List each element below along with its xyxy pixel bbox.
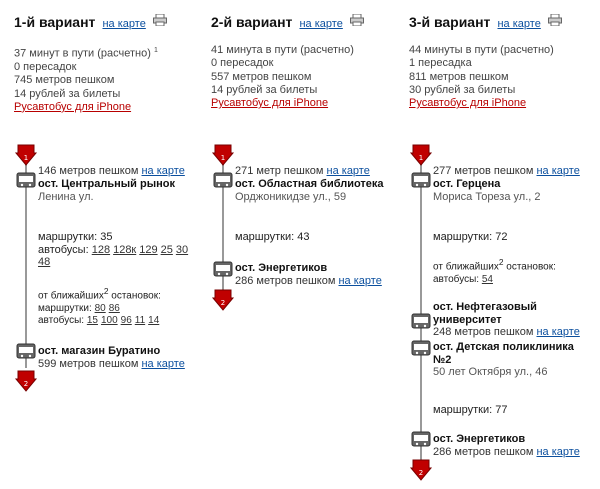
end-marker-icon — [409, 458, 433, 485]
stop-name: ост. Энергетиков — [433, 433, 526, 445]
stop-name: ост. магазин Буратино — [38, 345, 161, 357]
bus-stop-icon — [213, 261, 233, 280]
stop-name: ост. Областная библиотека — [235, 178, 384, 190]
minibus-route-link[interactable]: 86 — [108, 302, 120, 314]
stop-address: Ленина ул. — [38, 190, 94, 203]
footnote-mark: 1 — [153, 47, 158, 54]
nearby-title-2: остановок: — [506, 261, 556, 273]
map-link[interactable]: на карте — [299, 18, 343, 30]
stop-2 — [235, 262, 382, 287]
bus-stop-icon — [411, 340, 431, 359]
variant-1-header — [14, 14, 167, 30]
transport-routes — [235, 231, 309, 244]
variant-summary — [211, 44, 354, 110]
start-walk-map-link[interactable]: на карте — [536, 165, 580, 177]
bus-route-link[interactable]: 96 — [120, 315, 132, 327]
iphone-app-link[interactable]: Русавтобус для iPhone — [409, 97, 527, 110]
bus-route-link[interactable]: 30 — [175, 243, 189, 256]
bus-route-link[interactable]: 15 — [86, 315, 98, 327]
end-marker-icon — [211, 288, 235, 315]
ticket-cost: 30 рублей за билеты — [409, 83, 516, 96]
start-marker-number: 1 — [23, 154, 29, 162]
bus-route-link[interactable]: 128 — [91, 243, 111, 256]
start-walk-text: 277 метров пешком — [433, 165, 534, 177]
bus-stop-icon — [411, 313, 431, 332]
nearby-title: от ближайших — [433, 261, 499, 273]
end-walk-text: 599 метров пешком — [38, 357, 139, 370]
stop-name: ост. Нефтегазовый — [433, 301, 537, 313]
start-marker-icon — [14, 143, 38, 170]
transfer-walk-map-link[interactable]: на карте — [536, 326, 580, 338]
stop-address: 50 лет Октября ул., 46 — [433, 366, 548, 378]
end-walk-map-link[interactable]: на карте — [338, 274, 382, 287]
end-marker-number: 2 — [23, 380, 29, 388]
end-walk-map-link[interactable]: на карте — [536, 445, 580, 458]
printer-icon[interactable] — [153, 14, 167, 29]
nearby-bus-label: автобусы: — [433, 273, 480, 285]
travel-time: 41 минута в пути (расчетно) — [211, 44, 354, 56]
start-walk-text: 271 метр пешком — [235, 165, 324, 177]
end-walk-map-link[interactable]: на карте — [141, 357, 185, 370]
transport-routes — [38, 231, 191, 269]
route-line — [420, 148, 422, 464]
end-marker-number: 2 — [418, 469, 424, 477]
start-marker-icon — [409, 143, 433, 170]
bus-route-link[interactable]: 100 — [100, 315, 118, 327]
start-walk — [433, 165, 580, 178]
start-walk — [235, 165, 370, 178]
start-walk-map-link[interactable]: на карте — [326, 165, 370, 177]
variant-title: 1-й вариант — [14, 14, 96, 30]
bus-route-link[interactable]: 14 — [148, 315, 160, 327]
variant-3-header — [409, 14, 562, 30]
variant-1 — [14, 0, 204, 489]
minibus-routes: маршрутки: 72 — [433, 231, 508, 243]
bus-stop-icon — [411, 172, 431, 191]
stop-1 — [433, 178, 541, 203]
end-marker-icon — [14, 369, 38, 396]
nearby-bus-label: автобусы: — [38, 315, 85, 327]
stop-2 — [433, 433, 580, 458]
stop-1 — [235, 178, 384, 203]
walk-distance: 745 метров пешком — [14, 74, 115, 87]
variant-2-header — [211, 14, 364, 30]
bus-route-link[interactable]: 25 — [160, 243, 173, 256]
end-walk-text: 286 метров пешком — [433, 445, 534, 458]
transfers: 0 пересадок — [211, 57, 274, 70]
transfers: 1 пересадка — [409, 57, 472, 70]
bus-routes-label: автобусы: — [38, 243, 89, 256]
bus-route-link[interactable]: 129 — [139, 243, 158, 256]
minibus-routes: маршрутки: 77 — [433, 404, 508, 416]
bus-route-link[interactable]: 11 — [134, 315, 146, 327]
start-walk-map-link[interactable]: на карте — [141, 165, 185, 177]
transfer-walk-text: 248 метров пешком — [433, 326, 534, 338]
start-walk — [38, 165, 185, 178]
footnote-mark: 2 — [498, 257, 504, 267]
start-marker-number: 1 — [418, 154, 424, 162]
variant-3 — [409, 0, 599, 489]
stop-2 — [38, 345, 185, 370]
nearby-stops — [38, 285, 162, 328]
bus-stop-icon — [213, 172, 233, 191]
start-marker-number: 1 — [220, 154, 226, 162]
minibus-route-link[interactable]: 80 — [94, 302, 106, 314]
travel-time: 44 минуты в пути (расчетно) — [409, 44, 554, 56]
walk-distance: 811 метров пешком — [409, 70, 509, 83]
start-walk-text: 146 метров пешком — [38, 165, 139, 177]
stop-name: ост. Энергетиков — [235, 262, 328, 274]
minibus-routes: маршрутки: 35 — [38, 231, 113, 243]
bus-route-link[interactable]: 128к — [113, 243, 137, 256]
variant-title: 2-й вариант — [211, 14, 293, 30]
bus-stop-icon — [16, 343, 36, 362]
minibus-routes: маршрутки: 43 — [235, 231, 310, 243]
stop-name-line2: университет — [433, 313, 502, 326]
end-walk-text: 286 метров пешком — [235, 274, 336, 287]
iphone-app-link[interactable]: Русавтобус для iPhone — [211, 97, 329, 110]
nearby-title-2: остановок: — [111, 290, 161, 302]
bus-route-link[interactable]: 48 — [38, 256, 51, 268]
variant-summary — [14, 44, 158, 114]
stop-name: ост. Герцена — [433, 178, 501, 190]
stop-name: ост. Центральный рынок — [38, 178, 175, 190]
end-marker-number: 2 — [220, 299, 226, 307]
start-marker-icon — [211, 143, 235, 170]
bus-stop-icon — [411, 431, 431, 450]
travel-time: 37 минут в пути (расчетно) — [14, 47, 151, 60]
stop-1 — [38, 178, 175, 203]
stop-address: Мориса Тореза ул., 2 — [433, 190, 541, 203]
nearby-stops — [433, 256, 556, 286]
bus-route-link[interactable]: 54 — [481, 273, 493, 285]
nearby-minibus-label: маршрутки: — [38, 302, 92, 314]
ticket-cost: 14 рублей за билеты — [211, 83, 318, 96]
ticket-cost: 14 рублей за билеты — [14, 87, 121, 100]
stop-name-line2: №2 — [433, 353, 452, 366]
nearby-title: от ближайших — [38, 290, 104, 302]
printer-icon[interactable] — [548, 14, 562, 29]
map-link[interactable]: на карте — [102, 18, 146, 30]
variant-2 — [211, 0, 401, 489]
footnote-mark: 2 — [103, 286, 109, 296]
stop-address: Орджоникидзе ул., 59 — [235, 190, 347, 203]
stop-name: ост. Детская поликлиника — [433, 341, 574, 353]
transport-routes — [433, 231, 507, 244]
transfers: 0 пересадок — [14, 60, 77, 73]
transport-routes-2 — [433, 404, 507, 417]
variant-title: 3-й вариант — [409, 14, 491, 30]
transfer-stop-2 — [433, 341, 574, 379]
bus-stop-icon — [16, 172, 36, 191]
variant-summary — [409, 44, 554, 110]
printer-icon[interactable] — [350, 14, 364, 29]
iphone-app-link[interactable]: Русавтобус для iPhone — [14, 100, 132, 113]
map-link[interactable]: на карте — [497, 18, 541, 30]
transfer-stop — [433, 301, 580, 339]
walk-distance: 557 метров пешком — [211, 70, 312, 83]
